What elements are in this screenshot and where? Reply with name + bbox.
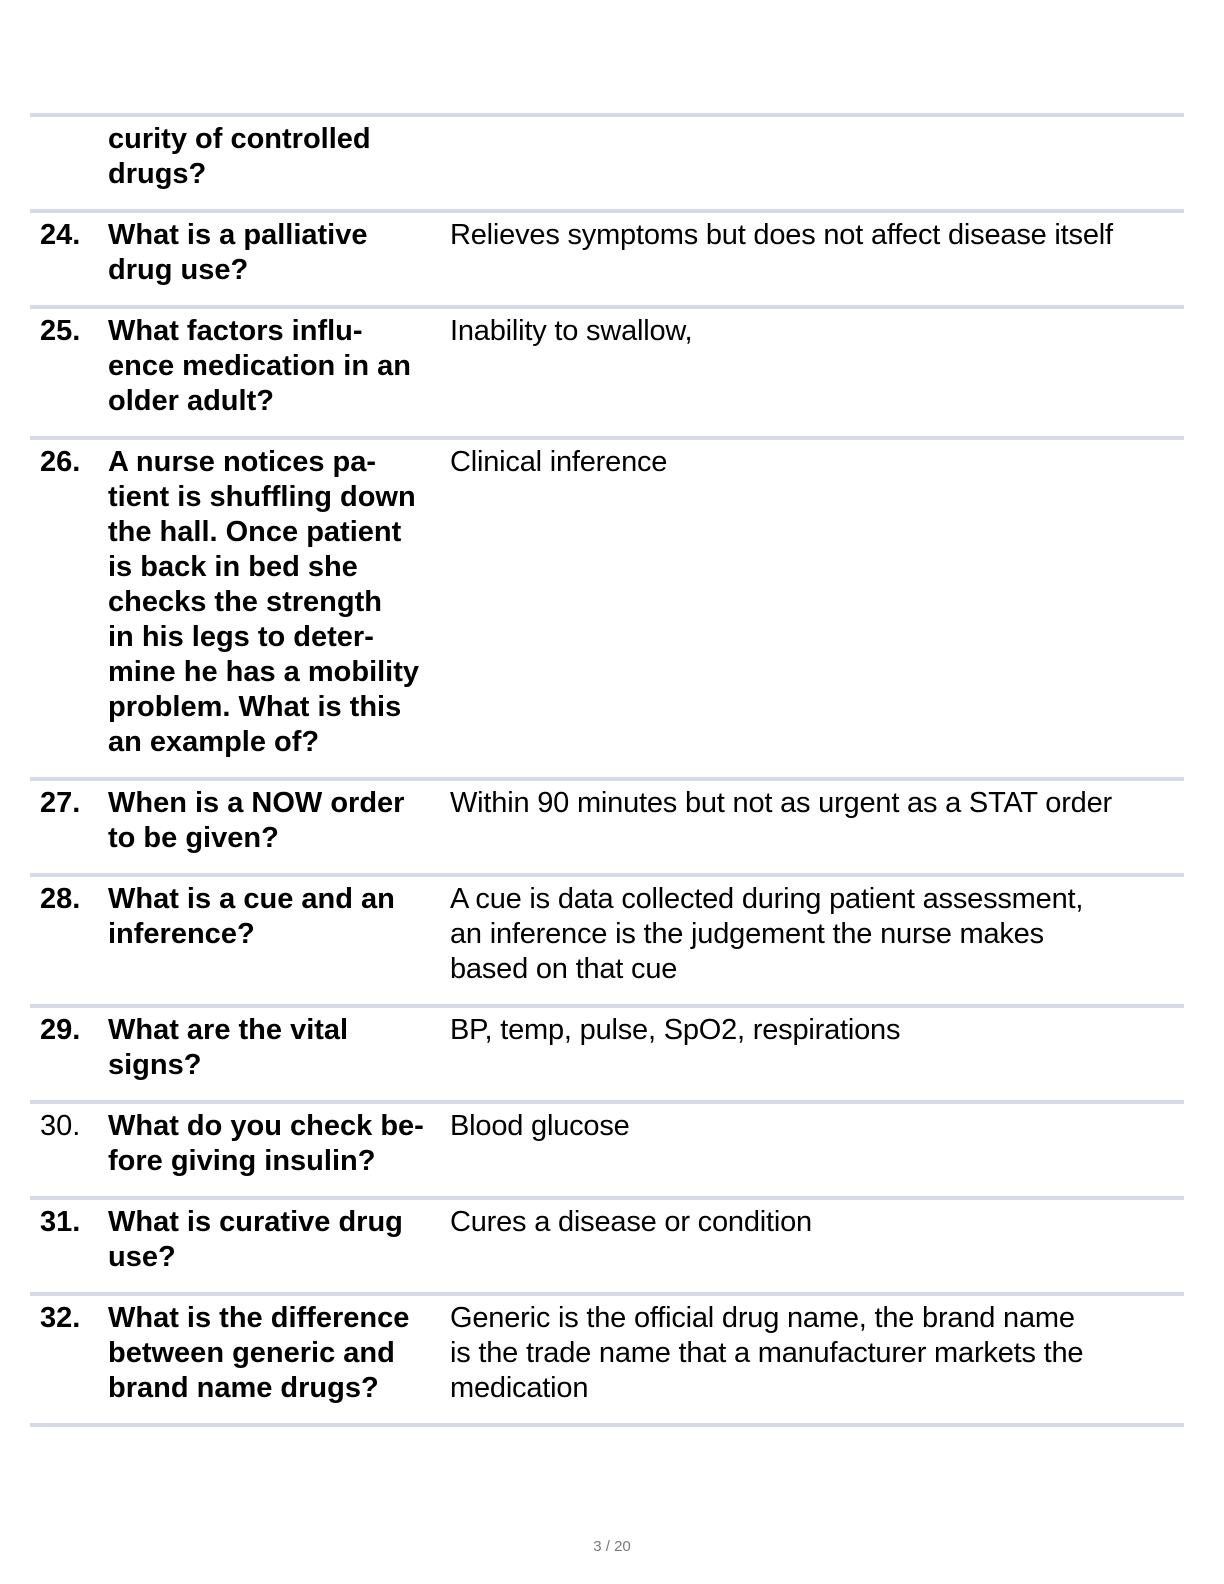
card-question: What factors influ- ence medication in an older adult? xyxy=(108,315,411,417)
table-row xyxy=(30,1104,1184,1196)
table-row xyxy=(30,117,1184,209)
card-question: What do you check be- fore giving insulin? xyxy=(108,1110,424,1177)
table-row xyxy=(30,781,1184,873)
card-number: 26. xyxy=(40,446,81,478)
card-answer: Relieves symptoms but does not affect disease itself xyxy=(450,219,1113,251)
table-row xyxy=(30,1296,1184,1423)
card-number: 31. xyxy=(40,1206,81,1238)
card-question: What is a palliative drug use? xyxy=(108,219,368,286)
card-number: 25. xyxy=(40,315,81,347)
card-question: What is curative drug use? xyxy=(108,1206,403,1273)
card-question: When is a NOW order to be given? xyxy=(108,787,405,854)
card-question: What is the difference between generic and brand name drugs? xyxy=(108,1302,410,1404)
card-number: 29. xyxy=(40,1014,81,1046)
card-number: 32. xyxy=(40,1302,81,1334)
card-answer: Clinical inference xyxy=(450,446,668,478)
card-number: 28. xyxy=(40,883,81,915)
table-row xyxy=(30,213,1184,305)
card-question: What are the vital signs? xyxy=(108,1014,349,1081)
row-divider xyxy=(30,1423,1184,1427)
card-answer: Inability to swallow, xyxy=(450,315,693,347)
card-question: A nurse notices pa- tient is shuffling down the hall. Once patient is back in bed she checks the strength in his legs to deter- mine he has a mobility problem. What is this an example of? xyxy=(108,446,420,758)
table-row xyxy=(30,877,1184,1004)
card-question: curity of controlled drugs? xyxy=(108,123,371,190)
card-answer: BP, temp, pulse, SpO2, respirations xyxy=(450,1014,901,1046)
table-row xyxy=(30,440,1184,777)
card-number: 30. xyxy=(40,1110,81,1142)
table-row xyxy=(30,309,1184,436)
card-answer: A cue is data collected during patient assessment, an inference is the judgement the nurse makes based on that cue xyxy=(450,883,1084,985)
page-number: 3 / 20 xyxy=(593,1538,631,1555)
card-number: 24. xyxy=(40,219,81,251)
card-answer: Blood glucose xyxy=(450,1110,630,1142)
card-answer: Generic is the official drug name, the brand name is the trade name that a manufacturer markets the medication xyxy=(450,1302,1084,1404)
flashcard-table xyxy=(30,113,1184,1427)
card-number: 27. xyxy=(40,787,81,819)
card-answer: Cures a disease or condition xyxy=(450,1206,812,1238)
card-answer: Within 90 minutes but not as urgent as a STAT order xyxy=(450,787,1112,819)
card-question: What is a cue and an inference? xyxy=(108,883,395,950)
table-row xyxy=(30,1200,1184,1292)
table-row xyxy=(30,1008,1184,1100)
